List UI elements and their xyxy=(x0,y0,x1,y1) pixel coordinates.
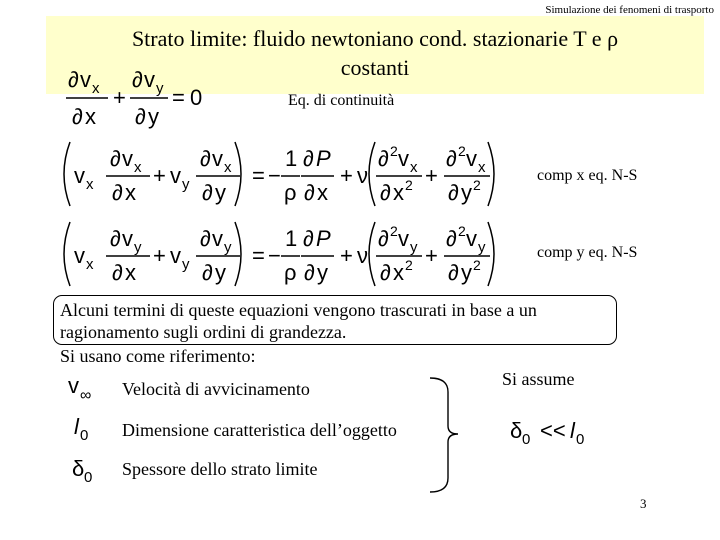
svg-text:∂: ∂ xyxy=(202,260,213,285)
svg-text:∂: ∂ xyxy=(446,226,457,251)
delta0-symbol: δ xyxy=(72,456,85,481)
svg-text:∂: ∂ xyxy=(200,226,211,251)
svg-text:−: − xyxy=(268,243,281,268)
svg-text:∂: ∂ xyxy=(135,104,146,129)
svg-text:∂: ∂ xyxy=(112,180,123,205)
body-line-1: Alcuni termini di queste equazioni vengono trascurati in base a un xyxy=(60,300,537,320)
svg-text:∂: ∂ xyxy=(304,260,315,285)
course-header: Simulazione dei fenomeni di trasporto xyxy=(545,4,714,16)
svg-text:y: y xyxy=(215,180,226,205)
svg-text:ν: ν xyxy=(357,163,368,188)
svg-text:v: v xyxy=(212,226,223,251)
body-line-3: Si usano come riferimento: xyxy=(60,346,256,366)
svg-text:y: y xyxy=(148,104,159,129)
svg-text:x: x xyxy=(134,159,142,176)
slide-title-line1: Strato limite: fluido newtoniano cond. stazionarie T e ρ xyxy=(131,26,619,51)
infinity-subscript: ∞ xyxy=(80,387,92,404)
svg-text:x: x xyxy=(224,159,232,176)
page-number: 3 xyxy=(640,496,647,511)
right-brace-icon xyxy=(430,378,458,492)
svg-text:v: v xyxy=(122,226,133,251)
svg-text:v: v xyxy=(466,146,477,171)
svg-text:+: + xyxy=(153,163,166,188)
svg-text:v: v xyxy=(212,146,223,171)
svg-text:∂: ∂ xyxy=(202,180,213,205)
svg-text:=: = xyxy=(252,163,265,188)
svg-text:v: v xyxy=(74,243,85,268)
svg-text:x: x xyxy=(478,159,486,176)
svg-text:y: y xyxy=(156,80,164,97)
svg-text:∂: ∂ xyxy=(200,146,211,171)
svg-text:1: 1 xyxy=(285,146,298,171)
svg-text:0: 0 xyxy=(84,469,93,486)
svg-text:∂: ∂ xyxy=(380,180,391,205)
svg-text:+: + xyxy=(340,243,353,268)
svg-text:y: y xyxy=(182,176,190,193)
thickness-label: Spessore dello strato limite xyxy=(122,459,318,479)
svg-text:y: y xyxy=(410,239,418,256)
svg-text:v: v xyxy=(398,226,409,251)
svg-text:∂: ∂ xyxy=(304,180,315,205)
body-line-2: ragionamento sugli ordini di grandezza. xyxy=(60,322,347,342)
svg-text:P: P xyxy=(316,146,331,171)
v-infinity-symbol: v xyxy=(68,373,79,398)
svg-text:y: y xyxy=(317,260,328,285)
svg-text:x: x xyxy=(410,159,418,176)
svg-text:∂: ∂ xyxy=(378,226,389,251)
svg-text:∂: ∂ xyxy=(448,180,459,205)
dimension-label: Dimensione caratteristica dell’oggetto xyxy=(122,420,397,440)
svg-text:+: + xyxy=(113,85,126,110)
ns-y-label: comp y eq. N-S xyxy=(537,244,638,261)
svg-text:x: x xyxy=(393,260,404,285)
svg-text:x: x xyxy=(86,256,94,273)
svg-text:v: v xyxy=(144,67,155,92)
svg-text:x: x xyxy=(125,180,136,205)
assumption-l: l xyxy=(570,418,575,443)
assumption-delta: δ xyxy=(510,418,523,443)
svg-text:v: v xyxy=(80,67,91,92)
svg-text:2: 2 xyxy=(405,177,413,193)
svg-text:y: y xyxy=(134,239,142,256)
svg-text:2: 2 xyxy=(473,257,481,273)
svg-text:y: y xyxy=(478,239,486,256)
much-less-than: << xyxy=(540,418,566,443)
svg-text:0: 0 xyxy=(190,85,203,110)
svg-text:0: 0 xyxy=(522,431,531,448)
slide-title-line2: costanti xyxy=(340,55,410,80)
l0-symbol: l xyxy=(74,414,79,439)
ns-x-label: comp x eq. N-S xyxy=(537,167,638,184)
svg-text:y: y xyxy=(461,260,472,285)
svg-text:v: v xyxy=(74,163,85,188)
svg-text:2: 2 xyxy=(390,223,398,239)
svg-text:+: + xyxy=(340,163,353,188)
svg-text:∂: ∂ xyxy=(110,146,121,171)
svg-text:∂: ∂ xyxy=(72,104,83,129)
svg-text:x: x xyxy=(393,180,404,205)
svg-text:v: v xyxy=(170,163,181,188)
assume-label: Si assume xyxy=(502,369,575,389)
svg-text:=: = xyxy=(172,85,185,110)
svg-text:x: x xyxy=(85,104,96,129)
svg-text:∂: ∂ xyxy=(112,260,123,285)
svg-text:2: 2 xyxy=(405,257,413,273)
svg-text:x: x xyxy=(125,260,136,285)
svg-text:2: 2 xyxy=(473,177,481,193)
svg-text:y: y xyxy=(215,260,226,285)
svg-text:ρ: ρ xyxy=(284,260,297,285)
svg-text:x: x xyxy=(86,176,94,193)
svg-text:∂: ∂ xyxy=(378,146,389,171)
svg-text:P: P xyxy=(316,226,331,251)
svg-text:y: y xyxy=(461,180,472,205)
svg-text:2: 2 xyxy=(458,223,466,239)
svg-text:+: + xyxy=(153,243,166,268)
svg-text:x: x xyxy=(92,80,100,97)
svg-text:x: x xyxy=(317,180,328,205)
svg-text:∂: ∂ xyxy=(380,260,391,285)
svg-text:∂: ∂ xyxy=(110,226,121,251)
svg-text:v: v xyxy=(398,146,409,171)
svg-text:2: 2 xyxy=(390,143,398,159)
svg-text:ρ: ρ xyxy=(284,180,297,205)
svg-text:1: 1 xyxy=(285,226,298,251)
svg-text:0: 0 xyxy=(80,427,89,444)
svg-text:y: y xyxy=(182,256,190,273)
svg-text:2: 2 xyxy=(458,143,466,159)
svg-text:v: v xyxy=(466,226,477,251)
velocity-label: Velocità di avvicinamento xyxy=(122,379,310,399)
svg-text:∂: ∂ xyxy=(448,260,459,285)
svg-text:∂: ∂ xyxy=(303,146,314,171)
svg-text:+: + xyxy=(425,243,438,268)
svg-text:∂: ∂ xyxy=(446,146,457,171)
continuity-label: Eq. di continuità xyxy=(288,92,395,109)
svg-text:∂: ∂ xyxy=(303,226,314,251)
svg-text:ν: ν xyxy=(357,243,368,268)
svg-text:y: y xyxy=(224,239,232,256)
svg-text:=: = xyxy=(252,243,265,268)
svg-text:v: v xyxy=(122,146,133,171)
svg-text:∂: ∂ xyxy=(68,67,79,92)
svg-text:∂: ∂ xyxy=(132,67,143,92)
svg-text:v: v xyxy=(170,243,181,268)
svg-text:0: 0 xyxy=(576,431,585,448)
svg-text:−: − xyxy=(268,163,281,188)
svg-text:+: + xyxy=(425,163,438,188)
